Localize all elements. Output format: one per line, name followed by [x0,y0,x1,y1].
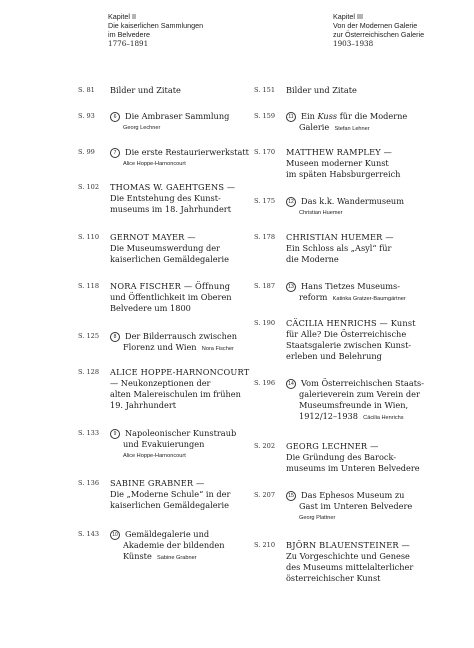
entry-title-line: alten Malereischulen im frühen [110,389,241,399]
page-number: S. 136 [78,479,100,487]
right-chapter-years: 1903–1938 [333,39,374,48]
entry-title-line: Staatsgalerie zwischen Kunst- [286,340,412,350]
entry-title-line: museums im Unteren Belvedere [286,463,420,473]
page-number: S. 170 [254,148,276,156]
entry-title-line: Die „Moderne Schule“ in der [110,489,231,499]
entry-title-line: Museen moderner Kunst [286,158,389,168]
entry-author: Georg Plattner [299,515,336,521]
entry-title-line: ALICE HOPPE-HARNONCOURT [110,367,250,377]
entry-author: Sabine Grabner [157,555,197,561]
entry-author: Alice Hoppe-Harnoncourt [123,453,186,459]
entry-author: Christian Huemer [299,210,343,216]
entry-text [286,111,466,135]
entry-title-line: GERNOT MAYER — [110,232,196,242]
entry-title-line: Gast im Unteren Belvedere [299,501,413,511]
entry-title-line: 1912/12–1938 [299,411,358,421]
entry-text [286,196,466,219]
entry-title-line: Galerie [299,122,330,132]
entry-title-line: NORA FISCHER — Öffnung [110,281,231,291]
entry-text [286,378,466,424]
item-number-badge: 13 [286,282,296,292]
page-number: S. 102 [78,183,100,191]
entry-text [286,318,466,362]
entry-title-line: und Evakuierungen [123,439,205,449]
entry-title-line: — Neukonzeptionen der [110,378,211,388]
page-number: S. 128 [78,368,100,376]
entry-title-line: Gemäldegalerie und [125,529,210,539]
entry-text [286,232,466,265]
page-number: S. 133 [78,429,100,437]
entry-author: Cäcilia Henrichs [363,415,404,421]
left-chapter-label: Kapitel II [108,12,136,21]
page-number: S. 125 [78,332,100,340]
entry-text [110,331,290,355]
entry-title-line: reform [299,292,328,302]
entry-title-line: Bilder und Zitate [110,85,181,95]
entry-title-line: Der Bilderrausch zwischen [125,331,238,341]
entry-title-line: Akademie der bildenden [123,540,225,550]
page-number: S. 143 [78,530,100,538]
entry-text [286,540,466,584]
item-number-badge: 12 [286,197,296,207]
right-chapter-subtitle: zur Österreichischen Galerie [333,30,425,39]
entry-title-line: des Museums mittelalterlicher [286,562,414,572]
entry-title-line: Die Museumswerdung der [110,243,220,253]
left-chapter-title: Die kaiserlichen Sammlungen [108,21,204,30]
left-chapter-years: 1776–1891 [108,39,149,48]
page-number: S. 207 [254,491,276,499]
entry-title-line: MATTHEW RAMPLEY — [286,147,393,157]
item-number-badge: 9 [110,429,120,439]
page-number: S. 81 [78,86,95,94]
entry-title-line: Die Gründung des Barock- [286,452,397,462]
left-chapter-subtitle: im Belvedere [108,30,150,39]
entry-title-line: CHRISTIAN HUEMER — [286,232,394,242]
entry-title-line: Die Entstehung des Kunst- [110,193,221,203]
entry-author: Nora Fischer [201,346,234,352]
entry-title-line: THOMAS W. GAEHTGENS — [110,182,236,192]
entry-title-line: Ein Schloss als „Asyl“ für [286,243,392,253]
entry-author: Katinka Gratzer-Baumgärtner [332,296,406,302]
entry-title-line: kaiserlichen Gemäldegalerie [110,254,229,264]
entry-text [286,441,466,474]
entry-title-line: 19. Jahrhundert [110,400,177,410]
entry-title-line: Zu Vorgeschichte und Genese [286,551,410,561]
entry-title-line: Florenz und Wien [123,342,197,352]
entry-title-line: die Moderne [286,254,339,264]
page-number: S. 99 [78,148,95,156]
entry-title-line: Vom Österreichischen Staats- [301,378,424,388]
item-number-badge: 10 [110,530,120,540]
entry-title-line: kaiserlichen Gemäldegalerie [110,500,229,510]
entry-author: Georg Lechner [123,125,161,131]
item-number-badge: 6 [110,112,120,122]
entry-title-line: museums im 18. Jahrhundert [110,204,231,214]
entry-title-line: im späten Habsburgerreich [286,169,401,179]
item-number-badge: 14 [286,379,296,389]
entry-title-line: galerieverein zum Verein der [299,389,420,399]
entry-title-line: Das Ephesos Museum zu [301,490,405,500]
page-number: S. 93 [78,112,95,120]
page-number: S. 175 [254,197,276,205]
entry-title-line: Belvedere um 1800 [110,303,191,313]
page-number: S. 210 [254,541,276,549]
page-number: S. 178 [254,233,276,241]
page-number: S. 110 [78,233,100,241]
entry-title-line: Das k.k. Wandermuseum [301,196,404,206]
entry-title-line: Napoleonischer Kunstraub [125,428,237,438]
entry-title-line: Die Ambraser Sammlung [125,111,230,121]
entry-author: Stefan Lehner [334,126,370,132]
page-number: S. 190 [254,319,276,327]
entry-title-line: GEORG LECHNER — [286,441,379,451]
entry-text [110,367,290,411]
item-number-badge: 8 [110,332,120,342]
page-number: S. 159 [254,112,276,120]
right-chapter-title: Von der Modernen Galerie [333,21,418,30]
entry-title-line: und Öffentlichkeit im Oberen [110,292,232,302]
right-chapter-header [333,12,463,48]
item-number-badge: 11 [286,112,296,122]
entry-title-line: CÄCILIA HENRICHS — Kunst [286,318,416,328]
entry-text [286,147,466,180]
entry-title-italic: Kuss [317,111,338,121]
entry-title-line: Die erste Restaurierwerkstatt [125,147,249,157]
entry-title-line: Museumsfreunde in Wien, [299,400,409,410]
entry-text [286,281,466,305]
entry-text [286,490,466,524]
page-number: S. 187 [254,282,276,290]
entry-title-line: österreichischer Kunst [286,573,381,583]
entry-title-line: erleben und Belehrung [286,351,382,361]
page-number: S. 196 [254,379,276,387]
entry-title-pre: Ein [301,111,318,121]
entry-title-line: BJÖRN BLAUENSTEINER — [286,540,410,550]
entry-title-line: Bilder und Zitate [286,85,357,95]
item-number-badge: 7 [110,148,120,158]
page-number: S. 202 [254,442,276,450]
page-number: S. 151 [254,86,276,94]
right-chapter-label: Kapitel III [333,12,363,21]
entry-title-line: für Alle? Die Österreichische [286,329,407,339]
left-chapter-header [108,12,238,48]
entry-title-line: Künste [123,551,152,561]
entry-title-line: SABINE GRABNER — [110,478,205,488]
item-number-badge: 15 [286,491,296,501]
entry-title-line: Hans Tietzes Museums- [301,281,400,291]
entry-text [286,85,466,96]
entry-author: Alice Hoppe-Harnoncourt [123,161,186,167]
entry-title-post: für die Moderne [337,111,408,121]
page-number: S. 118 [78,282,100,290]
